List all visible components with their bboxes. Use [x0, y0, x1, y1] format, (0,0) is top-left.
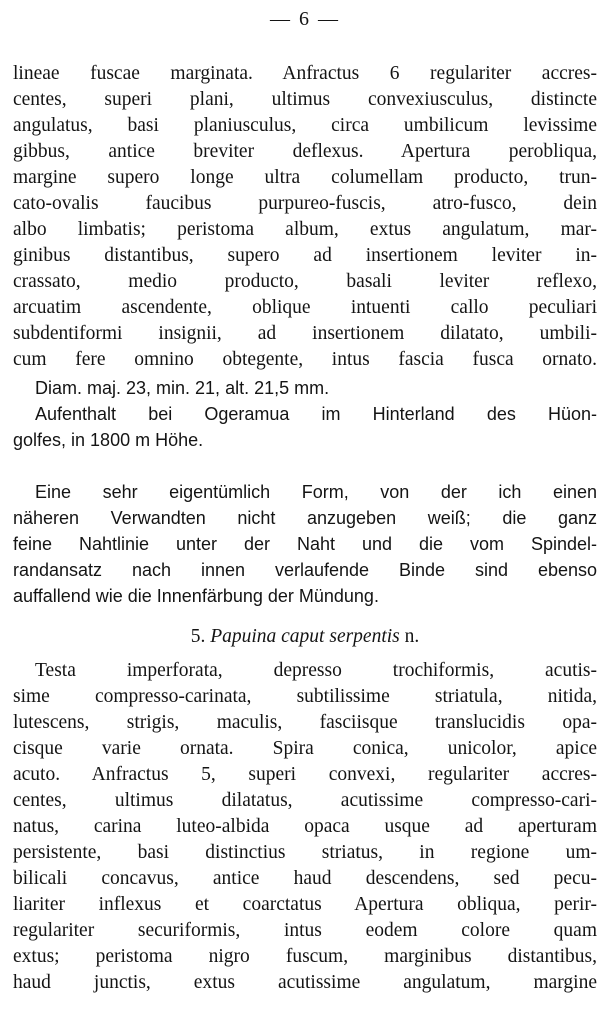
text-line: centes, superi plani, ultimus convexiusculus, distincte	[13, 89, 597, 110]
text-line: Eine sehr eigentümlich Form, von der ich einen	[35, 482, 597, 502]
text-line: ginibus distantibus, supero ad insertionem leviter in-	[13, 245, 597, 266]
habitat-paragraph	[13, 401, 597, 453]
text-line: näheren Verwandten nicht anzugeben weiß; die ganz	[13, 508, 597, 528]
text-line: auffallend wie die Innenfärbung der Mündung.	[13, 586, 379, 606]
text-line: liariter inflexus et coarctatus Apertura obliqua, perir-	[13, 894, 597, 915]
measurements	[13, 375, 597, 401]
species-description	[13, 658, 597, 996]
text-line: angulatus, basi planiusculus, circa umbilicum levissime	[13, 115, 597, 136]
text-line: regulariter securiformis, intus eodem colore quam	[13, 920, 597, 941]
text-line: bilicali concavus, antice haud descendens, sed pecu-	[13, 868, 597, 889]
text-line: arcuatim ascendente, oblique intuenti callo peculiari	[13, 297, 597, 318]
species-suffix: n.	[404, 626, 420, 647]
text-line: extus; peristoma nigro fuscum, marginibus distantibus,	[13, 946, 597, 967]
text-line: lineae fuscae marginata. Anfractus 6 regulariter accres-	[13, 63, 597, 84]
text-line: gibbus, antice breviter deflexus. Apertura perobliqua,	[13, 141, 597, 162]
text-line: cisque varie ornata. Spira conica, unicolor, apice	[13, 738, 597, 759]
text-line: crassato, medio producto, basali leviter reflexo,	[13, 271, 597, 292]
text-line: natus, carina luteo-albida opaca usque ad aperturam	[13, 816, 597, 837]
page-number: — 6 —	[270, 8, 340, 30]
remarks-paragraph	[13, 479, 597, 609]
species-heading-line	[13, 624, 597, 650]
species-heading	[13, 624, 597, 650]
text-line: albo limbatis; peristoma album, extus angulatum, mar-	[13, 219, 597, 240]
text-line: cato-ovalis faucibus purpureo-fuscis, atro-fusco, dein	[13, 193, 597, 214]
species-number: 5.	[190, 626, 206, 647]
text-line: Testa imperforata, depresso trochiformis, acutis-	[35, 660, 597, 681]
text-line: haud junctis, extus acutissime angulatum, margine	[13, 972, 597, 993]
text-line: Aufenthalt bei Ogeramua im Hinterland des Hüon-	[35, 404, 597, 424]
description-continued	[13, 61, 597, 373]
text-line: randansatz nach innen verlaufende Binde sind ebenso	[13, 560, 597, 580]
text-line: acuto. Anfractus 5, superi convexi, regulariter accres-	[13, 764, 597, 785]
text-line: persistente, basi distinctius striatus, in regione um-	[13, 842, 597, 863]
text-line: cum fere omnino obtegente, intus fascia fusca ornato.	[13, 349, 597, 370]
text-line: golfes, in 1800 m Höhe.	[13, 430, 204, 450]
text-line: subdentiformi insignii, ad insertionem dilatato, umbili-	[13, 323, 597, 344]
text-line: margine supero longe ultra columellam producto, trun-	[13, 167, 597, 188]
species-taxon: Papuina caput serpentis	[210, 626, 400, 647]
text-line: centes, ultimus dilatatus, acutissime compresso-cari-	[13, 790, 597, 811]
text-line: sime compresso-carinata, subtilissime striatula, nitida,	[13, 686, 597, 707]
measurements-line: Diam. maj. 23, min. 21, alt. 21,5 mm.	[35, 378, 330, 398]
text-line: feine Nahtlinie unter der Naht und die vom Spindel-	[13, 534, 597, 554]
text-line: lutescens, strigis, maculis, fasciisque translucidis opa-	[13, 712, 597, 733]
